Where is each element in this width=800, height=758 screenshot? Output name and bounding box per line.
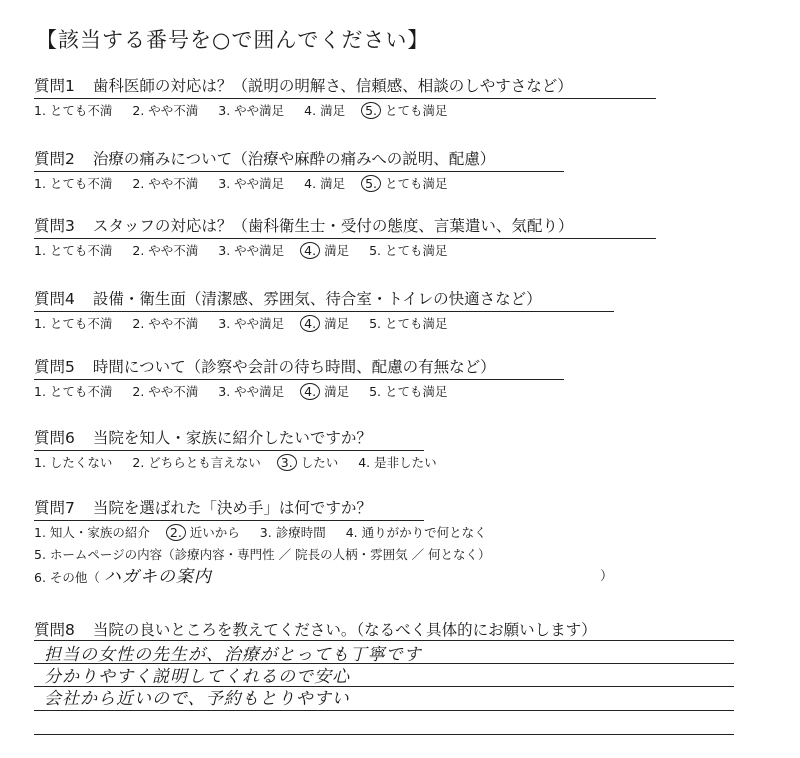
option-1[interactable]: 1. とても不満 (34, 384, 113, 399)
option-4[interactable]: 4. 通りがかりで何となく (345, 525, 487, 540)
option-3[interactable]: 3. 診療時間 (259, 525, 326, 540)
question-label: 質問1 (34, 77, 75, 95)
answer-line-1: 担当の女性の先生が、治療がとっても丁寧です (44, 645, 422, 665)
option-1[interactable]: 1. とても不満 (34, 176, 113, 191)
option-1[interactable]: 1. とても不満 (34, 316, 113, 331)
option-2[interactable]: 2. やや不満 (132, 316, 199, 331)
selected-circle-mark: 2. (166, 524, 186, 541)
question-text: 当院の良いところを教えてください。（なるべく具体的にお願いします） (92, 621, 597, 639)
question-text: 当院を知人・家族に紹介したいですか？ (92, 429, 372, 447)
question-label: 質問8 (34, 621, 75, 639)
option-3[interactable]: 3. やや満足 (218, 384, 285, 399)
question-text: 設備・衛生面（清潔感、雰囲気、待合室・トイレの快適さなど） (92, 290, 542, 308)
selected-circle-mark: 4. (300, 383, 320, 400)
option-5[interactable]: 5. ホームページの内容（診療内容・専門性 ／ 院長の人柄・雰囲気 ／ 何となく） (34, 547, 491, 562)
underline (34, 171, 564, 172)
option-4[interactable]: 4. 満足 (304, 382, 349, 402)
selected-circle-mark: 4. (300, 242, 320, 259)
option-2[interactable]: 2. どちらとも言えない (132, 455, 261, 470)
underline (34, 238, 656, 239)
question-text: 歯科医師の対応は？（説明の明解さ、信頼感、相談のしやすさなど） (92, 77, 573, 95)
option-5[interactable]: 5. とても満足 (369, 243, 448, 258)
question-1 (34, 74, 656, 121)
underline (34, 379, 564, 380)
paren-close: ） (600, 569, 614, 584)
selected-circle-mark: 5. (361, 175, 381, 192)
question-label: 質問6 (34, 429, 75, 447)
option-1[interactable]: 1. したくない (34, 455, 113, 470)
question-label: 質問2 (34, 150, 75, 168)
question-7 (34, 496, 614, 588)
option-3[interactable]: 3. したい (281, 453, 338, 473)
option-2[interactable]: 2. やや不満 (132, 176, 199, 191)
option-3[interactable]: 3. やや満足 (218, 243, 285, 258)
selected-circle-mark: 3. (277, 454, 297, 471)
question-text: 当院を選ばれた「決め手」は何ですか？ (92, 499, 372, 517)
question-label: 質問3 (34, 217, 75, 235)
option-5[interactable]: 5. とても満足 (365, 174, 447, 194)
options (34, 241, 656, 261)
options (34, 174, 564, 194)
question-4 (34, 287, 614, 334)
underline (34, 450, 424, 451)
writing-line (34, 734, 734, 735)
question-8 (34, 618, 597, 640)
question-text: スタッフの対応は？（歯科衛生士・受付の態度、言葉遣い、気配り） (92, 217, 574, 235)
option-5[interactable]: 5. とても満足 (365, 101, 447, 121)
option-3[interactable]: 3. やや満足 (218, 176, 285, 191)
option-3[interactable]: 3. やや満足 (218, 316, 285, 331)
option-4[interactable]: 4. 満足 (304, 176, 346, 191)
options-row-3 (34, 567, 614, 588)
option-2[interactable]: 2. 近いから (170, 523, 240, 543)
writing-line (34, 710, 734, 711)
option-4[interactable]: 4. 満足 (304, 103, 346, 118)
other-answer-handwritten: ハガキの案内 (103, 567, 212, 587)
option-2[interactable]: 2. やや不満 (132, 243, 199, 258)
underline (34, 311, 614, 312)
option-1[interactable]: 1. 知人・家族の紹介 (34, 525, 150, 540)
options (34, 101, 656, 121)
option-2[interactable]: 2. やや不満 (132, 103, 199, 118)
question-2 (34, 147, 564, 194)
option-6[interactable]: 6. その他（ (34, 570, 100, 585)
answer-line-3: 会社から近いので、予約もとりやすい (44, 689, 350, 709)
selected-circle-mark: 5. (361, 102, 381, 119)
options-row-2 (34, 545, 507, 565)
question-5 (34, 355, 564, 402)
question-label: 質問7 (34, 499, 75, 517)
underline (34, 520, 424, 521)
option-4[interactable]: 4. 是非したい (358, 455, 437, 470)
question-6 (34, 426, 453, 473)
option-2[interactable]: 2. やや不満 (132, 384, 199, 399)
page-title: 【該当する番号を○で囲んでください】 (36, 28, 430, 52)
option-3[interactable]: 3. やや満足 (218, 103, 285, 118)
options-row-1 (34, 523, 507, 543)
option-4[interactable]: 4. 満足 (304, 314, 349, 334)
options (34, 314, 614, 334)
option-5[interactable]: 5. とても満足 (369, 384, 448, 399)
question-3 (34, 214, 656, 261)
options (34, 382, 564, 402)
options (34, 453, 453, 473)
question-text: 時間について（診察や会計の待ち時間、配慮の有無など） (92, 358, 496, 376)
underline (34, 98, 656, 99)
answer-line-2: 分かりやすく説明してくれるので安心 (44, 667, 350, 687)
selected-circle-mark: 4. (300, 315, 320, 332)
question-text: 治療の痛みについて（治療や麻酔の痛みへの説明、配慮） (92, 150, 496, 168)
option-1[interactable]: 1. とても不満 (34, 103, 113, 118)
question-label: 質問5 (34, 358, 75, 376)
option-1[interactable]: 1. とても不満 (34, 243, 113, 258)
option-5[interactable]: 5. とても満足 (369, 316, 448, 331)
option-4[interactable]: 4. 満足 (304, 241, 349, 261)
question-label: 質問4 (34, 290, 75, 308)
